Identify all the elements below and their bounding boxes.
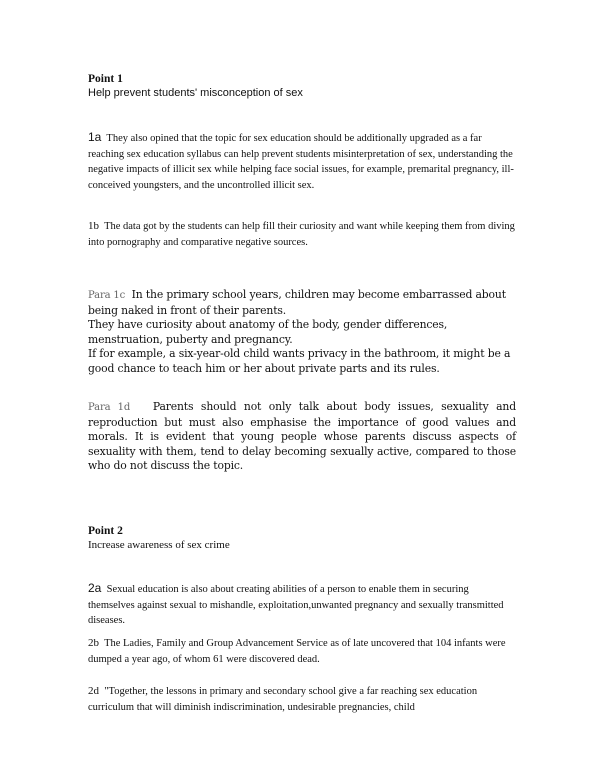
paragraph-2a-text: Sexual education is also about creating abilities of a person to enable them in securing themselves against sexual to mishandle, exploitation,unwanted pregnancy and sexually transmitted diseases. — [88, 584, 504, 626]
paragraph-1d-tag: Para 1d — [88, 402, 131, 413]
paragraph-1c-tag: Para 1c — [88, 290, 126, 301]
paragraph-1d-text: Parents should not only talk about body issues, sexuality and reproduction but must also emphasise the importance of good values and morals. It is evident that young people whose parents discuss aspects of sexuality with them, tend to delay becoming sexually active, compared to those who do not discuss the topic. — [88, 400, 516, 472]
paragraph-1b — [88, 219, 516, 250]
paragraph-2a-tag: 2a — [88, 581, 102, 595]
paragraph-1c-line-3: If for example, a six-year-old child wants privacy in the bathroom, it might be a good chance to teach him or her about private parts and its rules. — [88, 347, 511, 375]
point-2-title: Point 2 — [88, 525, 123, 537]
paragraph-2d-tag: 2d — [88, 685, 99, 697]
paragraph-1a-tag: 1a — [88, 130, 102, 144]
paragraph-2b-text: The Ladies, Family and Group Advancement Service as of late uncovered that 104 infants were dumped a year ago, of whom 61 were discovered dead. — [88, 638, 506, 665]
paragraph-1a-text: They also opined that the topic for sex education should be additionally upgraded as a far reaching sex education syllabus can help prevent students misinterpretation of sex, understanding the negative impacts of illicit sex while helping face social issues, for example, premarital pregnancy, ill-conceived youngsters, and the uncontrolled illicit sex. — [88, 133, 514, 191]
paragraph-1c — [88, 288, 516, 376]
paragraph-2d — [88, 684, 516, 715]
paragraph-1b-text: The data got by the students can help fill their curiosity and want while keeping them from diving into pornography and comparative negative sources. — [88, 221, 515, 248]
point-1-title: Point 1 — [88, 73, 123, 85]
point-2-heading — [88, 524, 516, 552]
paragraph-2a — [88, 581, 516, 629]
paragraph-1c-line-1: In the primary school years, children may become embarrassed about being naked in front of their parents. — [88, 288, 506, 317]
paragraph-1c-line-2: They have curiosity about anatomy of the body, gender differences, menstruation, puberty and pregnancy. — [88, 318, 448, 346]
paragraph-1d — [88, 400, 516, 474]
point-2-subtitle: Increase awareness of sex crime — [88, 539, 230, 551]
paragraph-1b-tag: 1b — [88, 220, 99, 232]
paragraph-2d-text: "Together, the lessons in primary and secondary school give a far reaching sex education curriculum that will diminish indiscrimination, undesirable pregnancies, child — [88, 686, 478, 713]
paragraph-2b-tag: 2b — [88, 637, 99, 649]
paragraph-2b — [88, 636, 516, 667]
paragraph-1a — [88, 130, 516, 193]
point-1-heading — [88, 72, 516, 100]
point-1-subtitle: Help prevent students' misconception of sex — [88, 87, 303, 99]
